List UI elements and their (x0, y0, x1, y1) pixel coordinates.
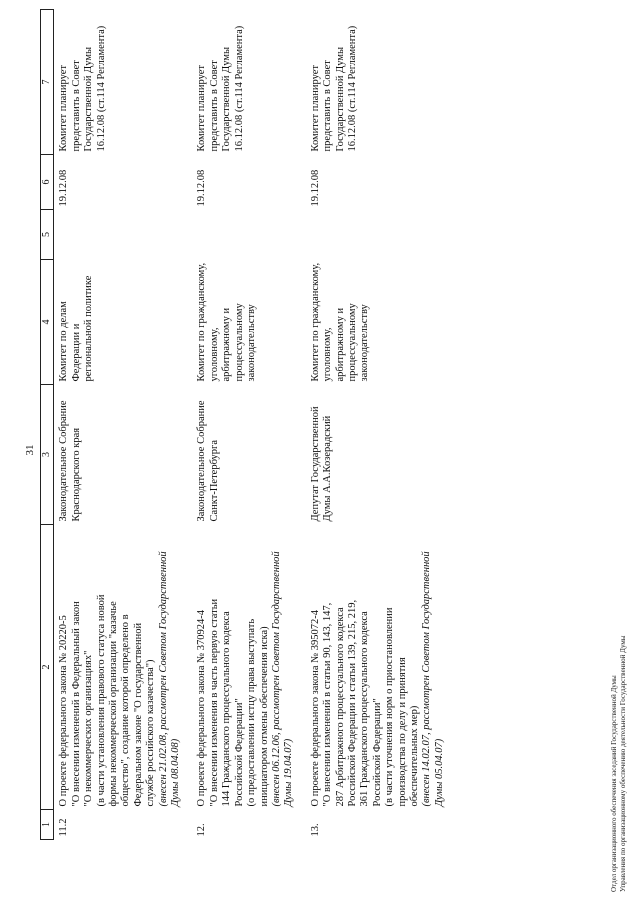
bill-line: "О внесении изменений в Федеральный закон (70, 601, 82, 807)
bill-line: 361 Гражданского процессуального кодекса (359, 611, 371, 807)
bill-line: 144 Гражданского процессуального кодекса (221, 611, 233, 807)
footer (610, 636, 628, 892)
footer-line: Управления по организационному обеспечению деятельности Государственной Думы (619, 635, 627, 892)
bill-line: инициатором отмены обеспечения иска) (258, 626, 270, 807)
row-number: 13. (309, 823, 321, 837)
bill-line: "О внесении изменений в статьи 90, 143, 147, (322, 602, 334, 807)
table-row (54, 10, 193, 840)
bill-line: О проекте федерального закона № 395072-4 (309, 609, 321, 807)
table-row (192, 10, 305, 840)
bill-line: формы некоммерческой организации "казачье (108, 601, 120, 807)
bill-title (192, 525, 305, 810)
bill-note: (внесен 21.02.08, рассмотрен Советом Государственной Думы 08.04.08) (157, 551, 182, 807)
footer-line: Отдел организационного обеспечения заседаний Государственной Думы (610, 675, 618, 892)
column-number: 6 (41, 155, 54, 210)
bill-note: (внесен 14.02.07, рассмотрен Советом Государственной Думы 05.04.07) (421, 551, 445, 807)
bill-line: службе российского казачества") (145, 659, 157, 807)
column-number: 1 (41, 810, 54, 840)
bill-line: обеспечительных мер) (408, 705, 420, 807)
bill-line: (в части уточнения норм о приостановлении (384, 607, 396, 807)
bill-line: "О внесении изменения в часть первую статьи (208, 598, 220, 807)
initiator: Депутат Государственной Думы А.А.Козерадский (309, 406, 334, 522)
table-row (306, 10, 456, 840)
bill-note: (внесен 06.12.06, рассмотрен Советом Государственной Думы 19.04.07) (270, 551, 295, 807)
note: Комитет планирует представить в Совет Государственной Думы 16.12.08 (ст.114 Регламента) (58, 25, 107, 152)
bill-line: (о предоставлении истцу права выступать (246, 618, 258, 807)
date: 19.12.08 (196, 169, 208, 207)
initiator: Законодательное Собрание Краснодарского края (58, 400, 82, 522)
bill-line: Федеральном законе "О государственной (132, 622, 144, 807)
column-number: 4 (41, 260, 54, 385)
column-number-row (41, 10, 54, 840)
column-number: 3 (41, 385, 54, 525)
column-5 (306, 210, 456, 260)
committee: Комитет по гражданскому, уголовному, арбитражному и процессуальному законодательству (196, 262, 258, 382)
bill-line: "О некоммерческих организациях" (83, 650, 95, 807)
row-number: 11.2 (58, 818, 70, 837)
committee: Комитет по гражданскому, уголовному, арбитражному и процессуальному законодательству (309, 262, 371, 382)
bill-line: Российской Федерации" (371, 698, 383, 807)
bill-line: 287 Арбитражного процессуального кодекса (334, 607, 346, 807)
bill-line: О проекте федерального закона № 20220-5 (58, 615, 70, 807)
date: 19.12.08 (58, 169, 70, 207)
bill-line: производства по делу и принятия (396, 657, 408, 807)
column-5 (54, 210, 193, 260)
bill-line: (в части установления правового статуса новой (95, 594, 107, 807)
note: Комитет планирует представить в Совет Государственной Думы 16.12.08 (ст.114 Регламента) (196, 25, 245, 152)
column-number: 7 (41, 10, 54, 155)
committee: Комитет по делам Федерации и региональной политике (58, 275, 95, 382)
column-5 (192, 210, 305, 260)
row-number: 12. (196, 823, 208, 837)
bill-title (306, 525, 456, 810)
bills-table (40, 9, 456, 840)
bill-line: общество", создание которой определено в (120, 614, 132, 807)
page-number: 31 (24, 444, 36, 456)
date: 19.12.08 (309, 169, 321, 207)
column-number: 2 (41, 525, 54, 810)
note: Комитет планирует представить в Совет Государственной Думы 16.12.08 (ст.114 Регламента) (309, 25, 358, 152)
bill-line: Российской Федерации и статьи 139, 215, 219, (346, 599, 358, 807)
bill-title (54, 525, 193, 810)
column-number: 5 (41, 210, 54, 260)
bill-line: О проекте федерального закона № 370924-4 (196, 609, 208, 807)
bill-line: Российской Федерации" (233, 698, 245, 807)
initiator: Законодательное Собрание Санкт-Петербурга (196, 400, 220, 522)
